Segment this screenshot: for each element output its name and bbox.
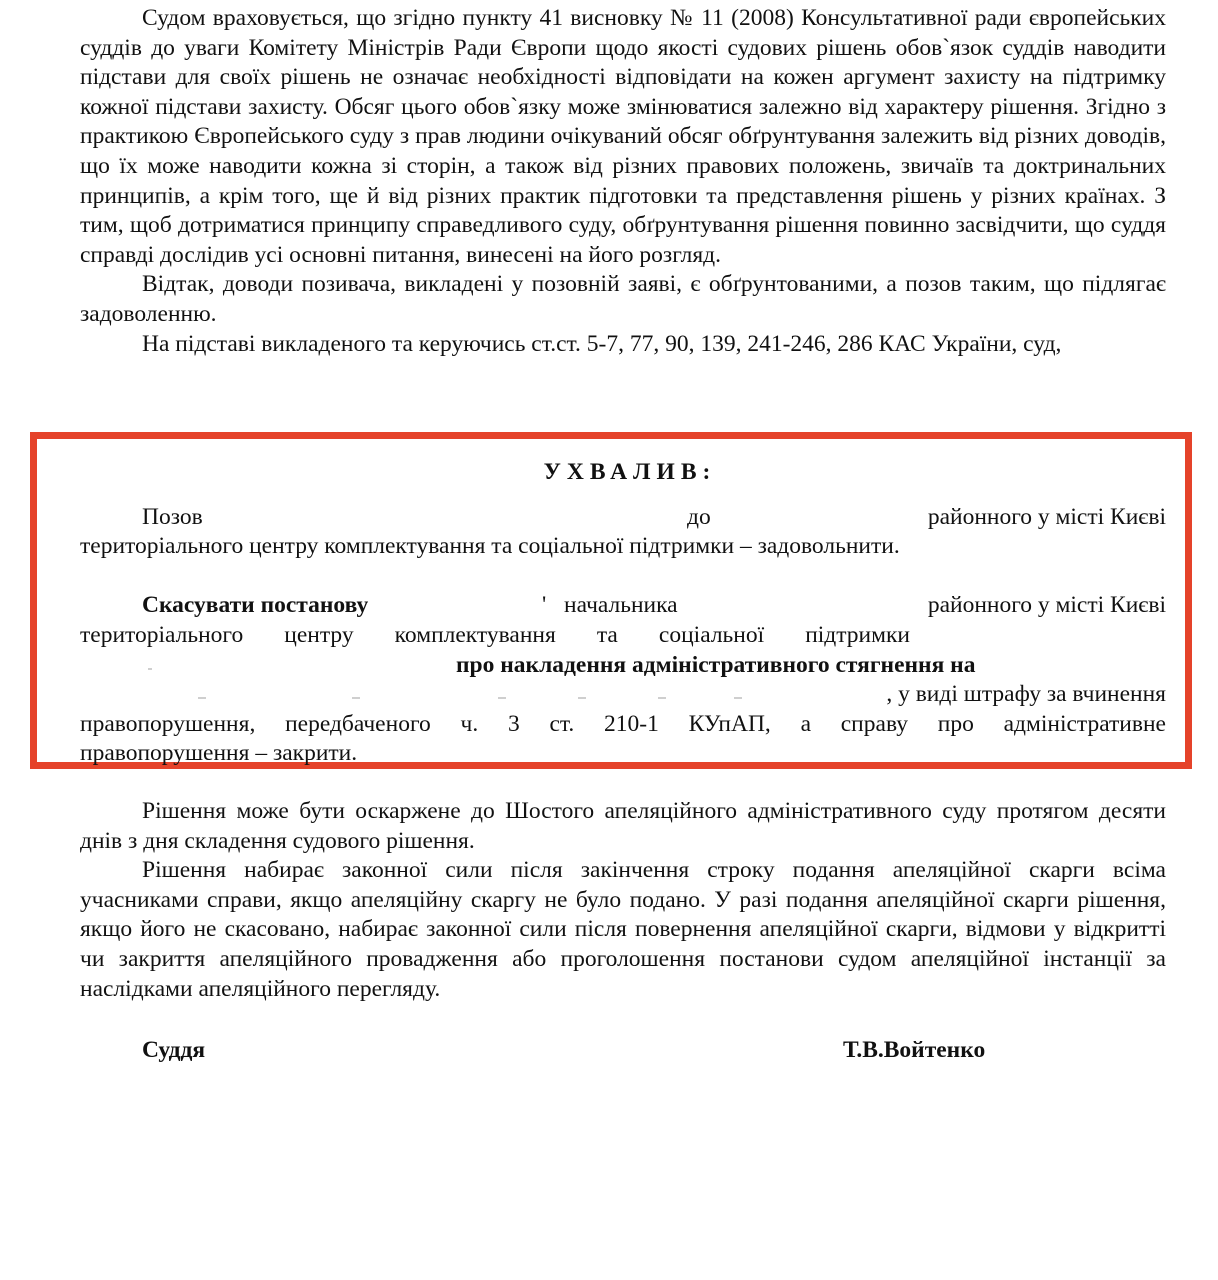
redaction-mark	[148, 668, 152, 670]
cancel-line-4	[80, 680, 1166, 710]
paragraph-legal-force: Рішення набирає законної сили після закінчення строку подання апеляційної скарги всіма учасниками справи, якщо апеляційну скаргу не було подано. У разі подання апеляційної скарги рішення, якщо його не скасовано, набирає законної сили після повернення апеляційної скарги, відмови у відкритті чи закриття апеляційного провадження або проголошення постанови судом апеляційної інстанції за наслідками апеляційного перегляду.	[80, 857, 1166, 1002]
cancel-center-text: територіального центру комплектування та соціальної підтримки	[80, 621, 910, 648]
redaction-mark	[658, 697, 666, 699]
spacer	[80, 562, 1166, 592]
redaction-apostrophe: '	[542, 592, 547, 619]
paragraph-echr-reasoning: Судом враховується, що згідно пункту 41 висновку № 11 (2008) Консультативної ради європейських суддів до уваги Комітету Міністрів Ради Європи щодо якості судових рішень обов`язок суддів наводити підстави для своїх рішень не означає необхідності відповідати на кожен аргумент захисту на підтримку кожної підстави захисту. Обсяг цього обов`язку може змінюватися залежно від характеру рішення. Згідно з практикою Європейського суду з прав людини очікуваний обсяг обґрунтування залежить від різних доводів, що їх може наводити кожна зі сторін, а також від різних правових положень, звичаїв та доктринальних принципів, а крім того, ще й від різних практик підготовки та представлення рішень у різних країнах. З тим, щоб дотриматися принципу справедливого суду, обґрунтування рішення повинно засвідчити, що суддя справді дослідив усі основні питання, винесені на його розгляд.	[80, 5, 1166, 268]
cancel-district-text: районного у місті Києві	[927, 592, 1166, 619]
cancel-fine-text: , у виді штрафу за вчинення	[886, 681, 1166, 708]
paragraph-appeal-term: Рішення може бути оскаржене до Шостого апеляційного адміністративного суду протягом десяти днів з дня складення судового рішення.	[80, 798, 1166, 854]
verdict-section	[80, 458, 1166, 769]
cancel-offense-text: правопорушення, передбаченого ч. 3 ст. 210-1 КУпАП, а справу про адміністративне	[80, 710, 1166, 737]
cancel-close-text: правопорушення – закрити.	[80, 740, 358, 767]
redaction-mark	[352, 697, 360, 699]
cancel-line-6	[80, 739, 1166, 769]
redaction-mark	[578, 697, 586, 699]
cancel-line-1	[80, 591, 1166, 621]
judge-role: Суддя	[142, 1037, 206, 1063]
claim-line-1	[80, 503, 1166, 533]
redaction-mark	[498, 697, 506, 699]
paragraph-legal-basis: На підставі викладеного та керуючись ст.ст. 5-7, 77, 90, 139, 241-246, 286 КАС України, суд,	[142, 330, 1062, 357]
cancel-line-5	[80, 710, 1166, 740]
cancel-head-word: начальника	[564, 592, 678, 619]
reasoning-section	[80, 4, 1166, 359]
cancel-line-3	[80, 651, 1166, 681]
verdict-heading: УХВАЛИВ:	[543, 459, 717, 485]
claim-center-text: територіального центру комплектування та соціальної підтримки – задовольнити.	[80, 533, 900, 560]
paragraph-claim-grounded: Відтак, доводи позивача, викладені у позовній заяві, є обґрунтованими, а позов таким, що підлягає задоволенню.	[80, 271, 1166, 327]
redaction-mark	[198, 697, 206, 699]
claim-word: Позов	[142, 503, 203, 530]
appeal-section	[80, 797, 1166, 1004]
claim-district-text: районного у місті Києві	[927, 503, 1166, 530]
claim-to-word: до	[687, 503, 711, 530]
claim-line-2	[80, 532, 1166, 562]
redaction-mark	[734, 697, 742, 699]
cancel-penalty-text: про накладення адміністративного стягнення на	[456, 651, 976, 678]
cancel-line-2	[80, 621, 1166, 651]
cancel-lead: Скасувати постанову	[142, 592, 369, 619]
judge-name: Т.В.Войтенко	[843, 1037, 986, 1063]
